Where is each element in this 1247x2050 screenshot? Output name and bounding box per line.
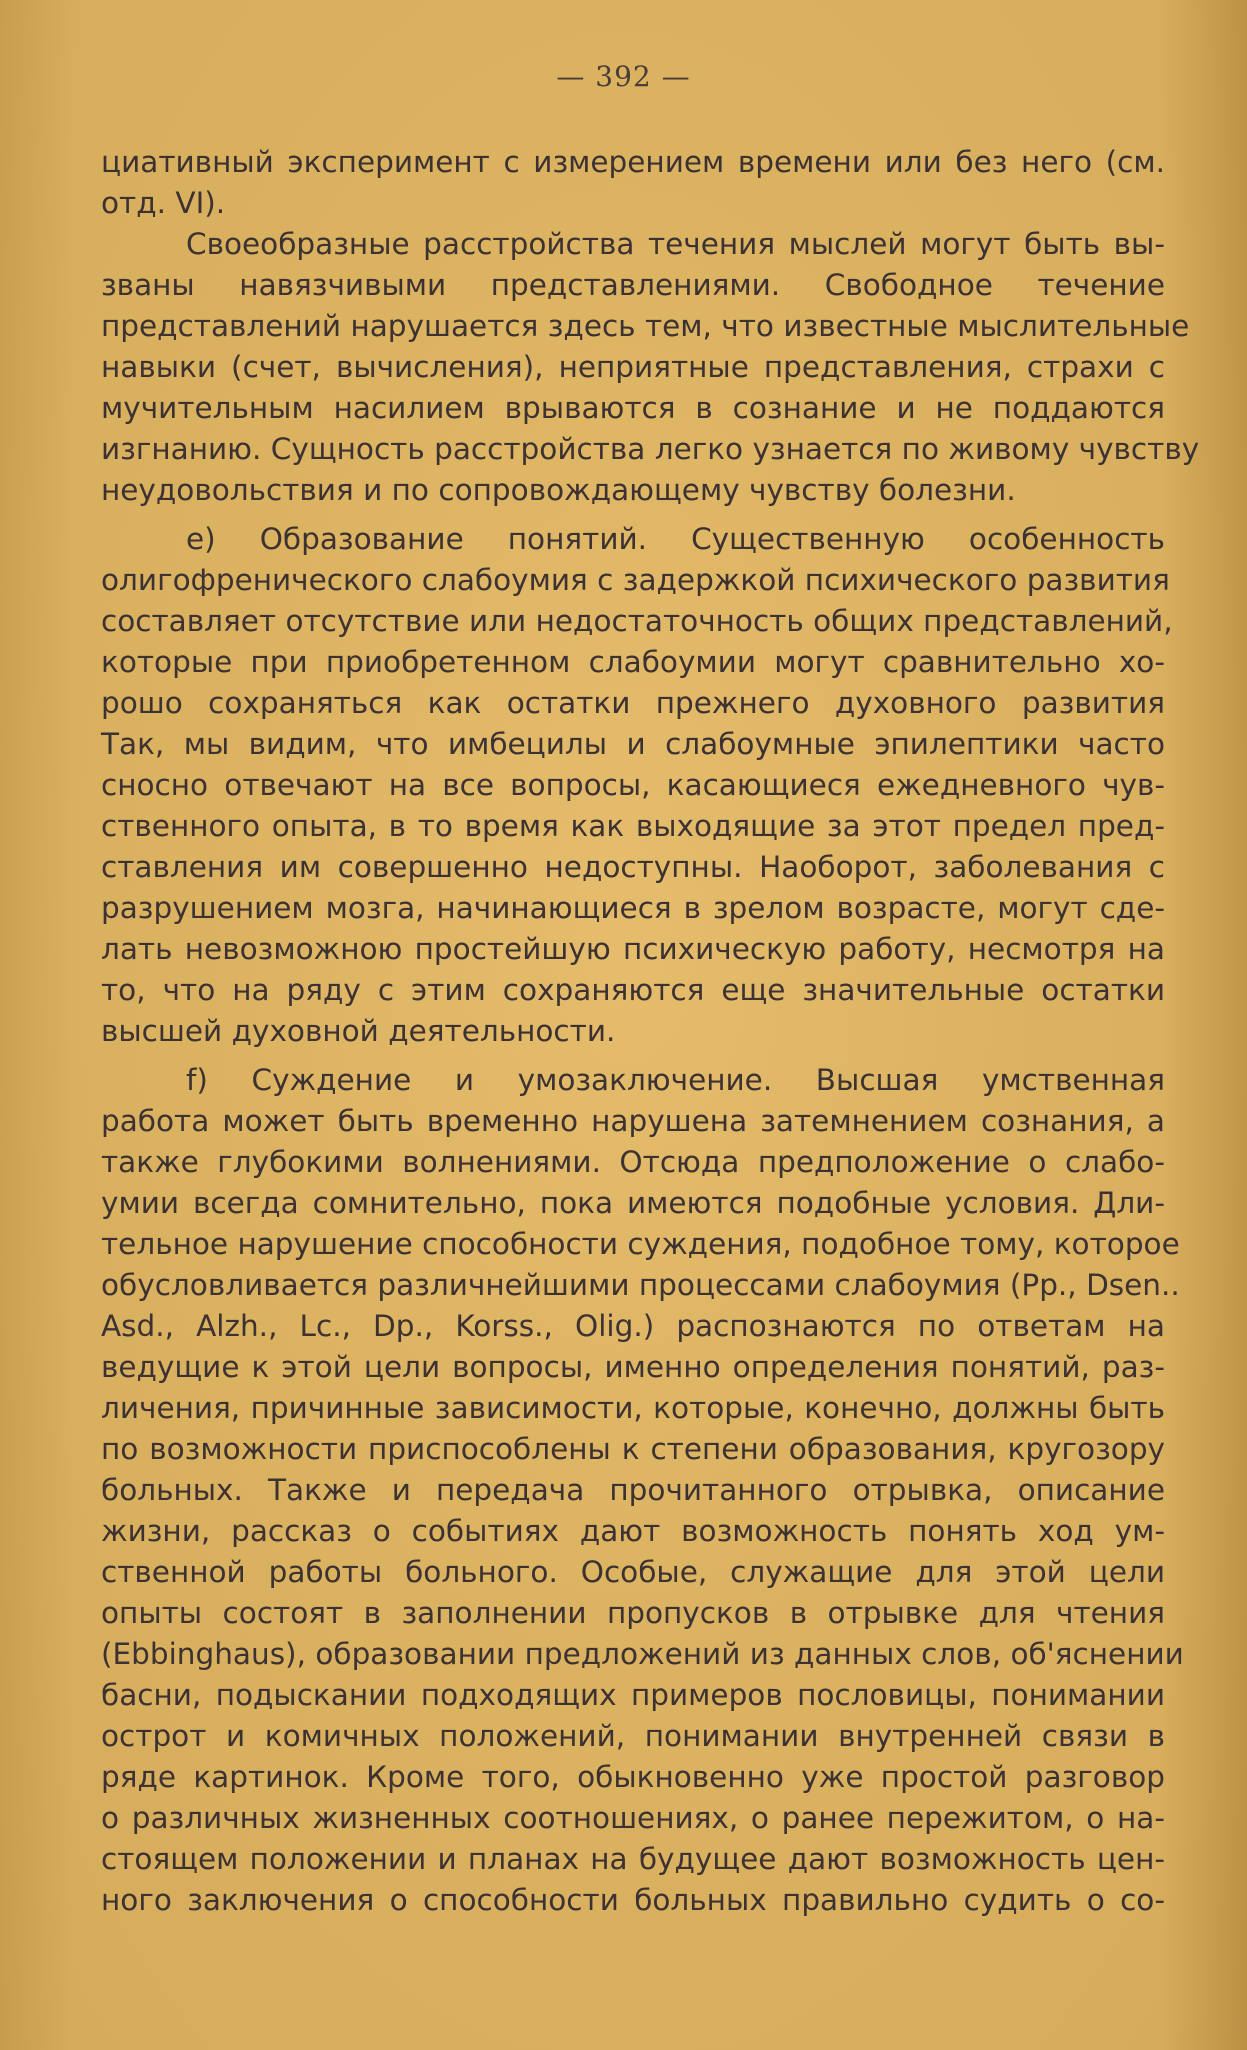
text-line: ственной работы больного. Особые, служащие для этой цели: [101, 1555, 1165, 1589]
text-line: навыки (счет, вычисления), неприятные представления, страхи с: [101, 350, 1165, 384]
text-line: жизни, рассказ о событиях дают возможность понять ход ум-: [101, 1514, 1165, 1548]
text-line: Своеобразные расстройства течения мыслей могут быть вы-: [186, 227, 1165, 261]
text-line: циативный эксперимент с измерением времени или без него (см.: [101, 145, 1165, 179]
text-line: (Ebbinghaus), образовании предложений из данных слов, об'яснении: [101, 1637, 1184, 1671]
text-line: неудовольствия и по сопровождающему чувству болезни.: [101, 473, 1016, 507]
text-line: ряде картинок. Кроме того, обыкновенно уже простой разговор: [101, 1760, 1165, 1794]
text-line: званы навязчивыми представлениями. Свободное течение: [101, 268, 1165, 302]
paragraph-judgment: [101, 1060, 1184, 1921]
paragraph-concept-formation: [101, 519, 1173, 1052]
text-line: ственного опыта, в то время как выходящие за этот предел пред-: [101, 809, 1165, 843]
body-text: [101, 142, 1200, 1921]
text-line: обусловливается различнейшими процессами слабоумия (Pp., Dsen..: [101, 1268, 1180, 1302]
text-line: ставления им совершенно недоступны. Наоборот, заболевания с: [101, 850, 1165, 884]
text-line: то, что на ряду с этим сохраняются еще значительные остатки: [101, 973, 1165, 1007]
text-line: по возможности приспособлены к степени образования, кругозору: [101, 1432, 1165, 1466]
text-line: о различных жизненных соотношениях, о ранее пережитом, о на-: [101, 1801, 1165, 1835]
text-line: тельное нарушение способности суждения, подобное тому, которое: [101, 1227, 1180, 1261]
paragraph-gap: [101, 511, 1165, 519]
text-line: стоящем положении и планах на будущее дают возможность цен-: [101, 1842, 1165, 1876]
text-line: опыты состоят в заполнении пропусков в отрывке для чтения: [101, 1596, 1165, 1630]
text-line: ного заключения о способности больных правильно судить о со-: [101, 1883, 1165, 1917]
paragraph-continuation: [101, 142, 1165, 224]
text-line: Так, мы видим, что имбецилы и слабоумные эпилептики часто: [101, 727, 1165, 761]
text-line: ведущие к этой цели вопросы, именно определения понятий, раз-: [101, 1350, 1165, 1384]
text-line: мучительным насилием врываются в сознание и не поддаются: [101, 391, 1165, 425]
text-line: разрушением мозга, начинающиеся в зрелом возрасте, могут сде-: [101, 891, 1165, 925]
text-line: составляет отсутствие или недостаточность общих представлений,: [101, 604, 1173, 638]
text-line: острот и комичных положений, понимании внутренней связи в: [101, 1719, 1165, 1753]
text-line: представлений нарушается здесь тем, что известные мыслительные: [101, 309, 1190, 343]
page-number: — 392 —: [556, 60, 691, 93]
text-line: также глубокими волнениями. Отсюда предположение о слабо-: [101, 1145, 1165, 1179]
paragraph-gap: [101, 1052, 1165, 1060]
text-line: басни, подыскании подходящих примеров пословицы, понимании: [101, 1678, 1165, 1712]
text-line: лать невозможною простейшую психическую работу, несмотря на: [101, 932, 1165, 966]
text-line: больных. Также и передача прочитанного отрывка, описание: [101, 1473, 1165, 1507]
paragraph-obsessive-ideas: [101, 224, 1200, 511]
text-line: олигофренического слабоумия с задержкой психического развития: [101, 563, 1170, 597]
text-line: изгнанию. Сущность расстройства легко узнается по живому чувству: [101, 432, 1200, 466]
text-line: которые при приобретенном слабоумии могут сравнительно хо-: [101, 645, 1165, 679]
text-line: личения, причинные зависимости, которые, конечно, должны быть: [101, 1391, 1165, 1425]
text-line: высшей духовной деятельности.: [101, 1014, 616, 1048]
text-line: Asd., Alzh., Lc., Dp., Korss., Olig.) распознаются по ответам на: [101, 1309, 1165, 1343]
text-line: умии всегда сомнительно, пока имеются подобные условия. Дли-: [101, 1186, 1165, 1220]
text-line: сносно отвечают на все вопросы, касающиеся ежедневного чув-: [101, 768, 1165, 802]
text-line: отд. VI).: [101, 186, 226, 220]
text-line: f) Суждение и умозаключение. Высшая умственная: [186, 1063, 1165, 1097]
text-line: рошо сохраняться как остатки прежнего духовного развития: [101, 686, 1165, 720]
text-line: работа может быть временно нарушена затемнением сознания, а: [101, 1104, 1165, 1138]
text-line: e) Образование понятий. Существенную особенность: [186, 522, 1165, 556]
